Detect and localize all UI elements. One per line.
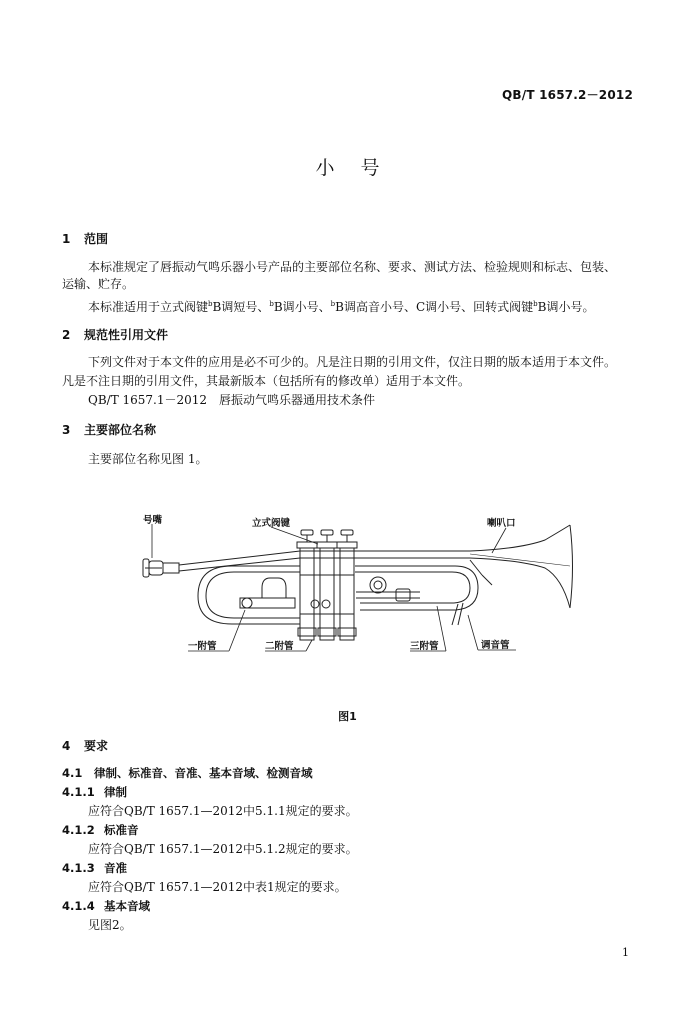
- subsection-title: 律制: [104, 785, 127, 799]
- subsection-title: 音准: [104, 861, 127, 875]
- subsection-4-1: [62, 765, 313, 781]
- flat-sign: b: [533, 300, 538, 308]
- section-number: 2: [62, 328, 71, 342]
- reference-code: QB/T 1657.1－2012: [88, 393, 208, 407]
- subsection-4-1-4: [62, 898, 150, 914]
- requirement-text-4-1-1: 应符合QB/T 1657.1—2012中5.1.1规定的要求。: [88, 804, 358, 818]
- scope-text: B调小号、: [273, 300, 331, 314]
- refs-line-2: 凡是不注日期的引用文件，其最新版本（包括所有的修改单）适用于本文件。: [62, 374, 471, 388]
- label-first-slide: 一附管: [188, 641, 217, 652]
- label-mouthpiece: 号嘴: [143, 515, 163, 526]
- valve-cluster: [297, 530, 357, 640]
- subsection-title: 基本音域: [104, 899, 150, 913]
- flat-sign: b: [208, 300, 213, 308]
- reference-title: 唇振动气鸣乐器通用技术条件: [219, 393, 376, 407]
- subsection-4-1-1: [62, 784, 127, 800]
- parts-text: 主要部位名称见图 1。: [88, 452, 208, 466]
- scope-text: B调短号、: [212, 300, 270, 314]
- scope-text: B调高音小号、C调小号、回转式阀键: [335, 300, 534, 314]
- subsection-4-1-3: [62, 860, 127, 876]
- title-char-1: 小: [315, 157, 335, 179]
- section-number: 1: [62, 232, 71, 246]
- subsection-4-1-2: [62, 822, 139, 838]
- section-title: 规范性引用文件: [84, 328, 169, 342]
- refs-line-1: 下列文件对于本文件的应用是必不可少的。凡是注日期的引用文件，仅注日期的版本适用于本文件。: [88, 355, 617, 369]
- section-title: 主要部位名称: [84, 423, 157, 437]
- requirement-text-4-1-4: 见图2。: [88, 918, 132, 932]
- scope-text: 本标准适用于立式阀键: [88, 300, 209, 314]
- subsection-number: 4.1.4: [62, 899, 95, 913]
- section-title: 范围: [84, 232, 109, 246]
- label-valves: 立式阀键: [252, 518, 291, 529]
- scope-text: B调小号。: [537, 300, 595, 314]
- flat-sign: b: [269, 300, 274, 308]
- subsection-number: 4.1: [62, 766, 83, 780]
- label-second-slide: 二附管: [265, 641, 294, 652]
- scope-paragraph-1-line-1: 本标准规定了唇振动气鸣乐器小号产品的主要部位名称、要求、测试方法、检验规则和标志、包装、: [88, 260, 617, 274]
- requirement-text-4-1-3: 应符合QB/T 1657.1—2012中表1规定的要求。: [88, 880, 347, 894]
- subsection-number: 4.1.1: [62, 785, 95, 799]
- flat-sign: b: [330, 300, 336, 308]
- requirement-text-4-1-2: 应符合QB/T 1657.1—2012中5.1.2规定的要求。: [88, 842, 358, 856]
- subsection-number: 4.1.2: [62, 823, 95, 837]
- section-number: 3: [62, 423, 71, 437]
- label-bell: 喇叭口: [487, 518, 516, 529]
- subsection-title: 律制、标准音、音准、基本音域、检测音域: [94, 766, 313, 780]
- section-title: 要求: [84, 739, 109, 753]
- title-char-2: 号: [360, 157, 380, 179]
- standard-code: QB/T 1657.2－2012: [502, 88, 633, 102]
- section-number: 4: [62, 739, 71, 753]
- page-number: 1: [622, 946, 629, 959]
- figure-caption: 图1: [338, 710, 357, 723]
- label-tuning-slide: 调音管: [481, 640, 510, 651]
- section-4-heading: [62, 737, 108, 754]
- mouthpiece-shape: [143, 559, 179, 577]
- subsection-number: 4.1.3: [62, 861, 95, 875]
- scope-paragraph-1-line-2: 运输、贮存。: [62, 277, 135, 291]
- label-third-slide: 三附管: [410, 641, 439, 652]
- subsection-title: 标准音: [104, 823, 139, 837]
